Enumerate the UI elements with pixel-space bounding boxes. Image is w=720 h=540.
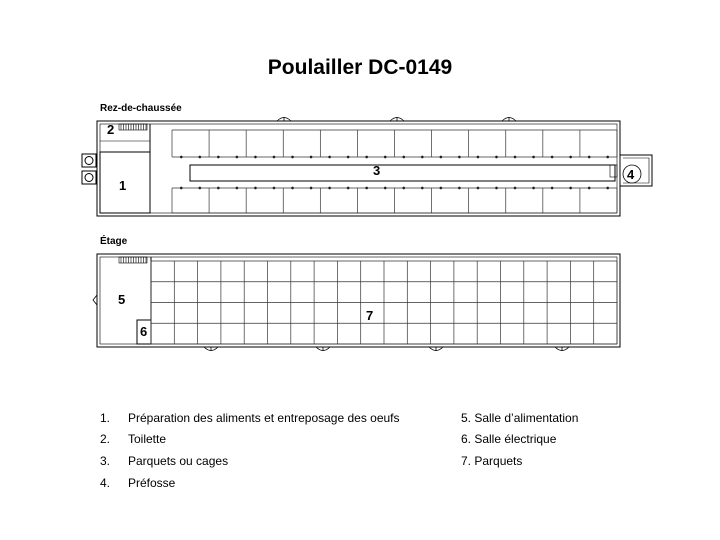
cage-door xyxy=(533,156,535,158)
cage-door xyxy=(551,187,553,189)
cage-door xyxy=(477,156,479,158)
room-7-number: 7 xyxy=(366,308,374,323)
legend-item: 5. Salle d’alimentation xyxy=(461,411,579,425)
cage-door xyxy=(514,187,516,189)
exterior-unit xyxy=(82,171,96,184)
cage-door xyxy=(329,156,331,158)
cage-door xyxy=(588,187,590,189)
exterior-unit xyxy=(82,154,96,167)
cage-door xyxy=(366,156,368,158)
cage-door xyxy=(310,156,312,158)
ground-floor-label: Rez-de-chaussée xyxy=(100,103,182,114)
cage-door xyxy=(217,156,219,158)
cage-door xyxy=(403,187,405,189)
cage-door xyxy=(588,156,590,158)
cage-door xyxy=(440,187,442,189)
cage-door xyxy=(551,156,553,158)
upper-floor-plan xyxy=(93,254,620,347)
cage-door xyxy=(570,187,572,189)
cage-door xyxy=(347,187,349,189)
cage-door xyxy=(403,156,405,158)
upper-floor-label: Étage xyxy=(100,236,128,247)
cage-door xyxy=(495,187,497,189)
page-title: Poulailler DC-0149 xyxy=(267,56,453,79)
legend-item: 6. Salle électrique xyxy=(461,432,557,446)
ground-floor-plan xyxy=(82,121,652,216)
cage-door xyxy=(199,187,201,189)
cage-door xyxy=(421,187,423,189)
cage-door xyxy=(366,187,368,189)
cage-door xyxy=(347,156,349,158)
cage-door xyxy=(607,187,609,189)
room-6-number: 6 xyxy=(140,324,148,339)
room-1-number: 1 xyxy=(119,178,127,193)
cage-door xyxy=(217,187,219,189)
cage-door xyxy=(384,156,386,158)
room-4-number: 4 xyxy=(627,167,635,182)
cage-door xyxy=(495,156,497,158)
cage-door xyxy=(477,187,479,189)
cage-door xyxy=(273,187,275,189)
room-2-number: 2 xyxy=(107,122,115,137)
cage-door xyxy=(570,156,572,158)
upper-floor-outline xyxy=(97,254,620,347)
cage-door xyxy=(180,187,182,189)
cage-door xyxy=(292,156,294,158)
cage-door xyxy=(329,187,331,189)
cage-door xyxy=(236,156,238,158)
cage-door xyxy=(254,156,256,158)
cage-door xyxy=(254,187,256,189)
cage-door xyxy=(421,156,423,158)
cage-door xyxy=(384,187,386,189)
cage-door xyxy=(310,187,312,189)
legend-item: 7. Parquets xyxy=(461,454,523,468)
cage-door xyxy=(458,156,460,158)
cage-door xyxy=(514,156,516,158)
ground-floor-outline xyxy=(97,121,620,216)
cage-door xyxy=(199,156,201,158)
central-aisle xyxy=(190,165,615,181)
cage-door xyxy=(440,156,442,158)
cage-door xyxy=(273,156,275,158)
cage-door xyxy=(607,156,609,158)
cage-door xyxy=(236,187,238,189)
room-5-number: 5 xyxy=(118,292,126,307)
cage-door xyxy=(180,156,182,158)
room-3-number: 3 xyxy=(373,163,381,178)
cage-door xyxy=(533,187,535,189)
cage-door xyxy=(292,187,294,189)
cage-door xyxy=(458,187,460,189)
